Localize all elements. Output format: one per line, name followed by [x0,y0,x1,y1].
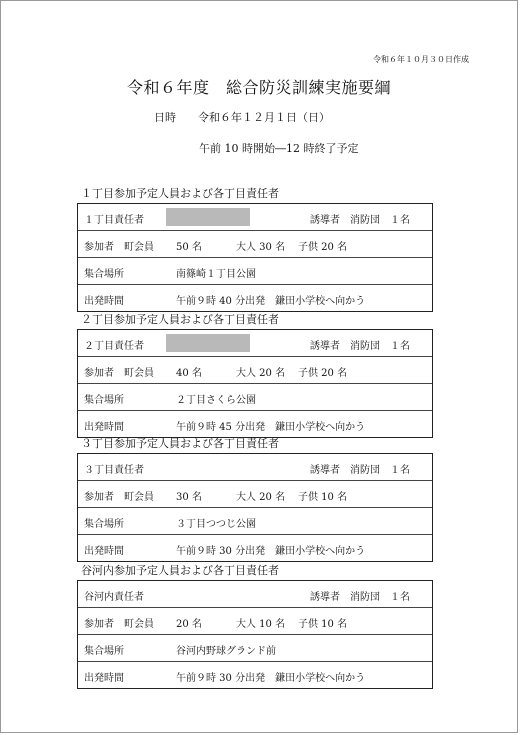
leader-label: １丁目責任者 [84,215,144,226]
place-label: 集合場所 [84,519,124,530]
guide-text: 誘導者 消防団 １名 [310,341,410,352]
depart-value: 午前９時 30 分出発 鎌田小学校へ向かう [176,546,366,557]
children-count: 子供 10 名 [298,492,348,503]
members-count: 30 名 [176,492,202,503]
guide-text: 誘導者 消防団 １名 [310,465,410,476]
section-table [77,203,433,312]
members-count: 20 名 [176,619,202,630]
table-row [78,411,432,437]
leader-label: 谷河内責任者 [84,592,144,603]
adults-count: 大人 20 名 [236,368,286,379]
table-row [78,454,432,481]
table-row [78,635,432,662]
section-title: １丁目参加予定人員および各丁目責任者 [81,187,279,200]
depart-value: 午前９時 30 分出発 鎌田小学校へ向かう [176,673,366,684]
place-value: ３丁目つつじ公園 [176,519,256,530]
redacted-name [166,334,250,352]
table-row [78,481,432,508]
depart-label: 出発時間 [84,422,124,433]
place-value: 谷河内野球グランド前 [176,646,276,657]
section-table [77,329,433,438]
place-label: 集合場所 [84,646,124,657]
section-table [77,580,433,689]
children-count: 子供 20 名 [298,242,348,253]
place-value: ２丁目さくら公園 [176,395,256,406]
table-row [78,608,432,635]
section-table [77,453,433,562]
table-row [78,384,432,411]
place-value: 南篠崎１丁目公園 [176,269,256,280]
place-label: 集合場所 [84,395,124,406]
section-title: ２丁目参加予定人員および各丁目責任者 [81,313,279,326]
depart-label: 出発時間 [84,673,124,684]
document-title: 令和６年度 総合防災訓練実施要綱 [126,78,391,97]
adults-count: 大人 20 名 [236,492,286,503]
guide-text: 誘導者 消防団 １名 [310,215,410,226]
depart-label: 出発時間 [84,546,124,557]
participants-label: 参加者 町会員 [84,242,154,253]
leader-label: ２丁目責任者 [84,341,144,352]
members-count: 40 名 [176,368,202,379]
participants-label: 参加者 町会員 [84,619,154,630]
adults-count: 大人 10 名 [236,619,286,630]
participants-label: 参加者 町会員 [84,492,154,503]
depart-label: 出発時間 [84,296,124,307]
date-line-1: 日時 令和６年１２月１日（日） [154,111,330,124]
date-line-2: 午前 10 時開始―12 時終了予定 [199,142,359,155]
section-title: ３丁目参加予定人員および各丁目責任者 [81,437,279,450]
section-title: 谷河内参加予定人員および各丁目責任者 [81,564,279,577]
table-row [78,330,432,357]
table-row [78,662,432,688]
table-row [78,231,432,258]
adults-count: 大人 30 名 [236,242,286,253]
place-label: 集合場所 [84,269,124,280]
depart-value: 午前９時 40 分出発 鎌田小学校へ向かう [176,296,366,307]
table-row [78,508,432,535]
table-row [78,357,432,384]
table-row [78,258,432,285]
members-count: 50 名 [176,242,202,253]
guide-text: 誘導者 消防団 １名 [310,592,410,603]
redacted-name [166,208,250,226]
depart-value: 午前９時 45 分出発 鎌田小学校へ向かう [176,422,366,433]
table-row [78,204,432,231]
table-row [78,285,432,311]
participants-label: 参加者 町会員 [84,368,154,379]
children-count: 子供 10 名 [298,619,348,630]
created-date: 令和６年１０月３０日作成 [373,55,469,64]
table-row [78,535,432,561]
table-row [78,581,432,608]
children-count: 子供 20 名 [298,368,348,379]
leader-label: ３丁目責任者 [84,465,144,476]
